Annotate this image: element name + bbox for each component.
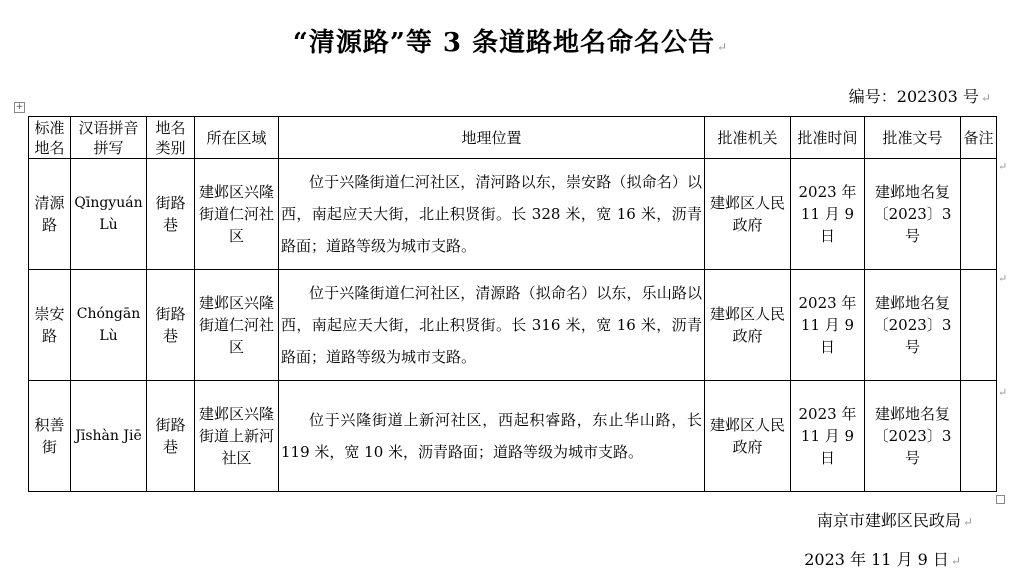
cell-location: 位于兴隆街道仁河社区，清河路以东，崇安路（拟命名）以西，南起应天大街，北止积贤街。长 328 米，宽 16 米，沥青路面；道路等级为城市支路。 [279, 159, 705, 270]
header-authority: 批准机关 [705, 117, 791, 159]
table-row [29, 159, 997, 270]
cell-category: 街路巷 [147, 381, 195, 492]
cell-area: 建邺区兴隆街道上新河社区 [195, 381, 279, 492]
cell-authority: 建邺区人民政府 [705, 159, 791, 270]
cell-remark [961, 270, 997, 381]
cell-name: 崇安路 [29, 270, 71, 381]
document-number: 编号：202303 号 ↵ [848, 87, 991, 106]
cell-authority: 建邺区人民政府 [705, 381, 791, 492]
cell-remark [961, 381, 997, 492]
cell-name: 清源路 [29, 159, 71, 270]
row-end-mark-icon: ↵ [998, 272, 1008, 285]
cell-date: 2023 年 11 月 9 日 [791, 381, 865, 492]
cell-location: 位于兴隆街道仁河社区，清源路（拟命名）以东，乐山路以西，南起应天大街，北止积贤街。长 316 米，宽 16 米，沥青路面；道路等级为城市支路。 [279, 270, 705, 381]
header-name: 标准地名 [29, 117, 71, 159]
header-remark: 备注 [961, 117, 997, 159]
table-row [29, 381, 997, 492]
header-pinyin: 汉语拼音拼写 [71, 117, 147, 159]
cell-area: 建邺区兴隆街道仁河社区 [195, 159, 279, 270]
header-docref: 批准文号 [865, 117, 961, 159]
cell-area: 建邺区兴隆街道仁河社区 [195, 270, 279, 381]
table-move-handle-icon[interactable]: + [15, 102, 24, 112]
cell-authority: 建邺区人民政府 [705, 270, 791, 381]
header-category: 地名类别 [147, 117, 195, 159]
table-resize-handle-icon[interactable] [996, 495, 1005, 504]
cell-docref: 建邺地名复〔2023〕3 号 [865, 381, 961, 492]
issuer: 南京市建邺区民政局 ↵ [816, 511, 973, 530]
cell-date: 2023 年 11 月 9 日 [791, 159, 865, 270]
header-area: 所在区域 [195, 117, 279, 159]
cell-docref: 建邺地名复〔2023〕3 号 [865, 270, 961, 381]
cell-date: 2023 年 11 月 9 日 [791, 270, 865, 381]
row-end-mark-icon: ↵ [998, 386, 1008, 399]
cell-docref: 建邺地名复〔2023〕3 号 [865, 159, 961, 270]
cell-name: 积善街 [29, 381, 71, 492]
table-row [29, 270, 997, 381]
cell-category: 街路巷 [147, 270, 195, 381]
cell-location: 位于兴隆街道上新河社区，西起积睿路，东止华山路，长 119 米，宽 10 米，沥青路面；道路等级为城市支路。 [279, 381, 705, 492]
cell-category: 街路巷 [147, 159, 195, 270]
header-date: 批准时间 [791, 117, 865, 159]
cell-pinyin: Qīngyuán Lù [71, 159, 147, 270]
issue-date: 2023 年 11 月 9 日 ↵ [804, 550, 961, 569]
cell-pinyin: Jīshàn Jiē [71, 381, 147, 492]
header-location: 地理位置 [279, 117, 705, 159]
cell-pinyin: Chóngān Lù [71, 270, 147, 381]
table-header-row [29, 117, 997, 159]
road-naming-table [28, 116, 997, 492]
row-end-mark-icon: ↵ [998, 160, 1008, 173]
cell-remark [961, 159, 997, 270]
document-title: “清源路”等 3 条道路地名命名公告 ↵ [292, 28, 729, 58]
